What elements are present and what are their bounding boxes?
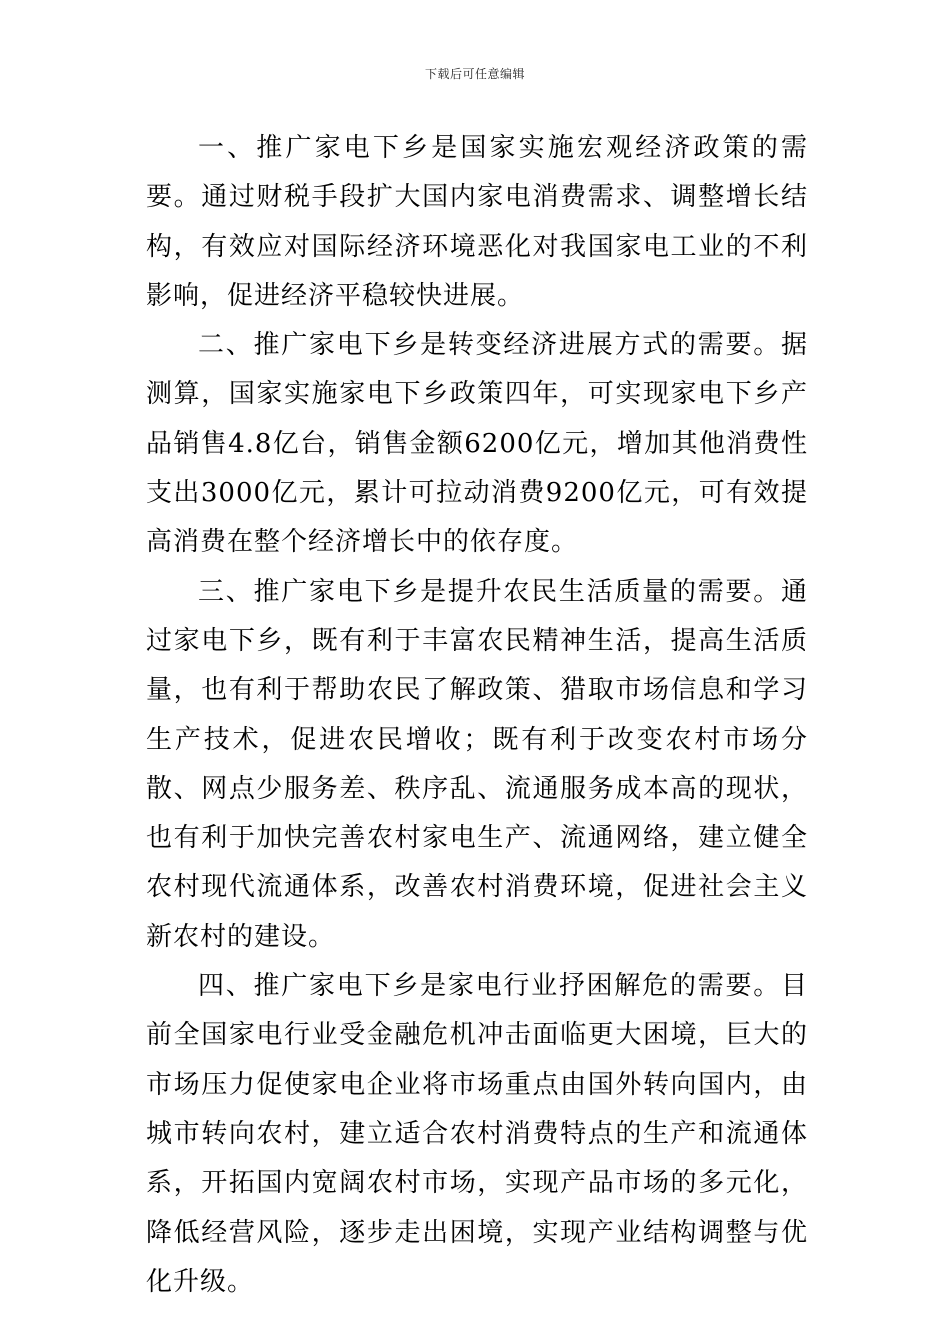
paragraph-4: 四、推广家电下乡是家电行业抒困解危的需要。目前全国家电行业受金融危机冲击面临更大困境，巨大的市场压力促使家电企业将市场重点由国外转向国内，由城市转向农村，建立适合农村消费特点的生产和流通体系，开拓国内宽阔农村市场，实现产品市场的多元化，降低经营风险，逐步走出困境，实现产业结构调整与优化升级。	[146, 971, 808, 1297]
document-body	[146, 124, 808, 1307]
paragraph-3: 三、推广家电下乡是提升农民生活质量的需要。通过家电下乡，既有利于丰富农民精神生活，提高生活质量，也有利于帮助农民了解政策、猎取市场信息和学习生产技术，促进农民增收；既有利于改变农村市场分散、网点少服务差、秩序乱、流通服务成本高的现状，也有利于加快完善农村家电生产、流通网络，建立健全农村现代流通体系，改善农村消费环境，促进社会主义新农村的建设。	[146, 576, 808, 952]
paragraph-1: 一、推广家电下乡是国家实施宏观经济政策的需要。通过财税手段扩大国内家电消费需求、调整增长结构，有效应对国际经济环境恶化对我国家电工业的不利影响，促进经济平稳较快进展。	[146, 133, 808, 311]
header-note: 下载后可任意编辑	[424, 67, 525, 81]
paragraph-2: 二、推广家电下乡是转变经济进展方式的需要。据测算，国家实施家电下乡政策四年，可实现家电下乡产品销售4.8亿台，销售金额6200亿元，增加其他消费性支出3000亿元，累计可拉动消费9200亿元，可有效提高消费在整个经济增长中的依存度。	[146, 330, 808, 558]
